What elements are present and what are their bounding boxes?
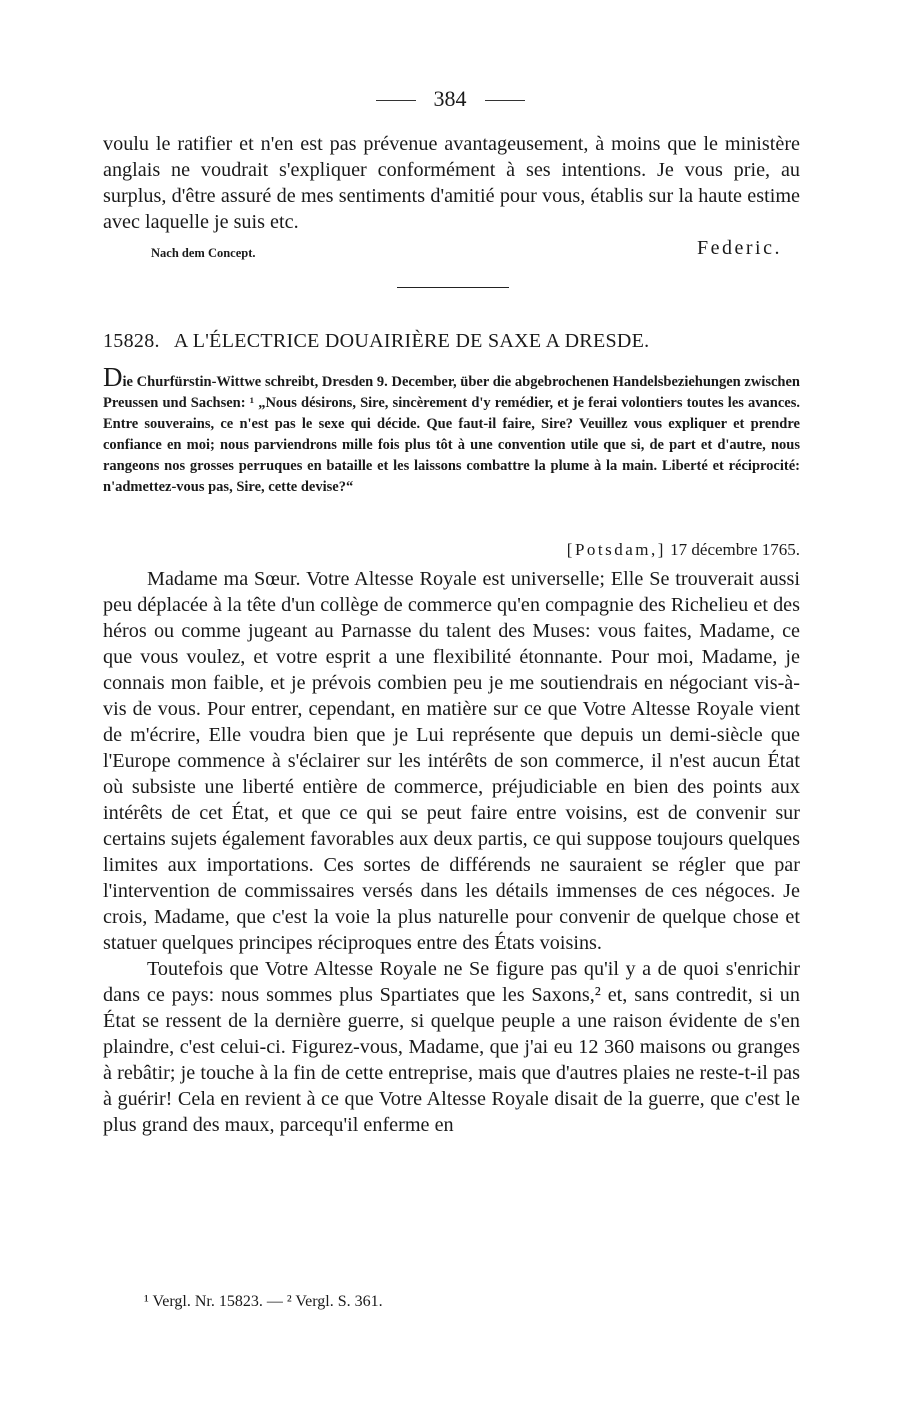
section-divider <box>397 287 509 288</box>
dateline-date: 17 décembre 1765. <box>670 540 800 559</box>
footnotes: ¹ Vergl. Nr. 15823. — ² Vergl. S. 361. <box>144 1293 383 1310</box>
letter-title: A L'ÉLECTRICE DOUAIRIÈRE DE SAXE A DRESDE. <box>173 330 650 352</box>
signature: Federic. <box>697 237 782 259</box>
letter-body <box>103 566 800 1138</box>
paragraph-1: Madame ma Sœur. Votre Altesse Royale est universelle; Elle Se trouverait aussi peu déplacée à la tête d'un collège de commerce qu'en compagnie des Richelieu et des héros ou comme jugeant au Parnasse du talent des Muses: vous faites, Madame, ce que vous voulez, et votre esprit a une flexibilité étonnante. Pour moi, Madame, je connais mon faible, et je prévois combien peu je me soutiendrais en négociant vis-à-vis de vous. Pour entrer, cependant, en matière sur ce que Votre Altesse Royale vient de m'écrire, Elle voudra bien que je Lui représente que depuis un demi-siècle que l'Europe commence à s'éclairer sur les intérêts de son commerce, il n'est aucun État où subsiste une liberté entière de commerce, préjudiciable en bien des points aux intérêts de cet État, et que ce qui se peut faire entre voisins, est de convenir sur certains sujets également favorables aux deux partis, ce qui suppose toujours quelques limites aux importations. Ces sortes de différends ne sauraient se régler que par l'intervention de commissaires versés dans les détails immenses de ces négoces. Je crois, Madame, que c'est la voie la plus naturelle pour convenir de quelque chose et statuer quelques principes réciproques entre des États voisins. <box>103 568 800 954</box>
letter-intro <box>103 362 800 498</box>
letter-number: 15828. <box>103 330 160 352</box>
letter-heading <box>103 330 800 353</box>
header-dash-left <box>376 100 416 101</box>
intro-text: ie Churfürstin-Wittwe schreibt, Dresden 9. December, über die abgebrochenen Handelsbeziehungen zwischen Preussen und Sachsen: ¹ „Nous désirons, Sire, sincèrement d'y remédier, et je ferai volontiers toutes les avances. Entre souverains, ce n'est pas le sexe qui décide. Que faut-il faire, Sire? Veuillez vous expliquer et prendre confiance en moi; nous parviendrons mille fois plus tôt à une convention utile que si, de part et d'autre, nous rangeons nos grosses perruques en bataille et les laissons combattre la plume à la main. Liberté et réciprocité: n'admettez-vous pas, Sire, cette devise?“ <box>103 374 800 495</box>
source-note: Nach dem Concept. <box>151 246 256 260</box>
page-header <box>0 86 900 112</box>
dateline-place: [Potsdam,] <box>566 540 666 559</box>
dateline <box>103 540 800 560</box>
signature-line <box>103 237 800 266</box>
continuation-paragraph: voulu le ratifier et n'en est pas prévenue avantageusement, à moins que le ministère anglais ne voudrait s'expliquer conformément à ses intentions. Je vous prie, au surplus, d'être assuré de mes sentiments d'amitié pour vous, établis sur la haute estime avec laquelle je suis etc. <box>103 133 800 233</box>
intro-dropcap: D <box>103 362 123 392</box>
page-number: 384 <box>433 86 467 111</box>
paragraph-2: Toutefois que Votre Altesse Royale ne Se figure pas qu'il y a de quoi s'enrichir dans ce pays: nous sommes plus Spartiates que les Saxons,² et, sans contredit, si un État se ressent de la dernière guerre, si quelque peuple a une raison évidente de s'en plaindre, c'est celui-ci. Figurez-vous, Madame, que j'ai eu 12 360 maisons ou granges à rebâtir; je touche à la fin de cette entreprise, mais que d'autres plaies ne reste-t-il pas à guérir! Cela en revient à ce que Votre Altesse Royale disait de la guerre, que c'est le plus grand des maux, parcequ'il enferme en <box>103 958 800 1136</box>
header-dash-right <box>485 100 525 101</box>
